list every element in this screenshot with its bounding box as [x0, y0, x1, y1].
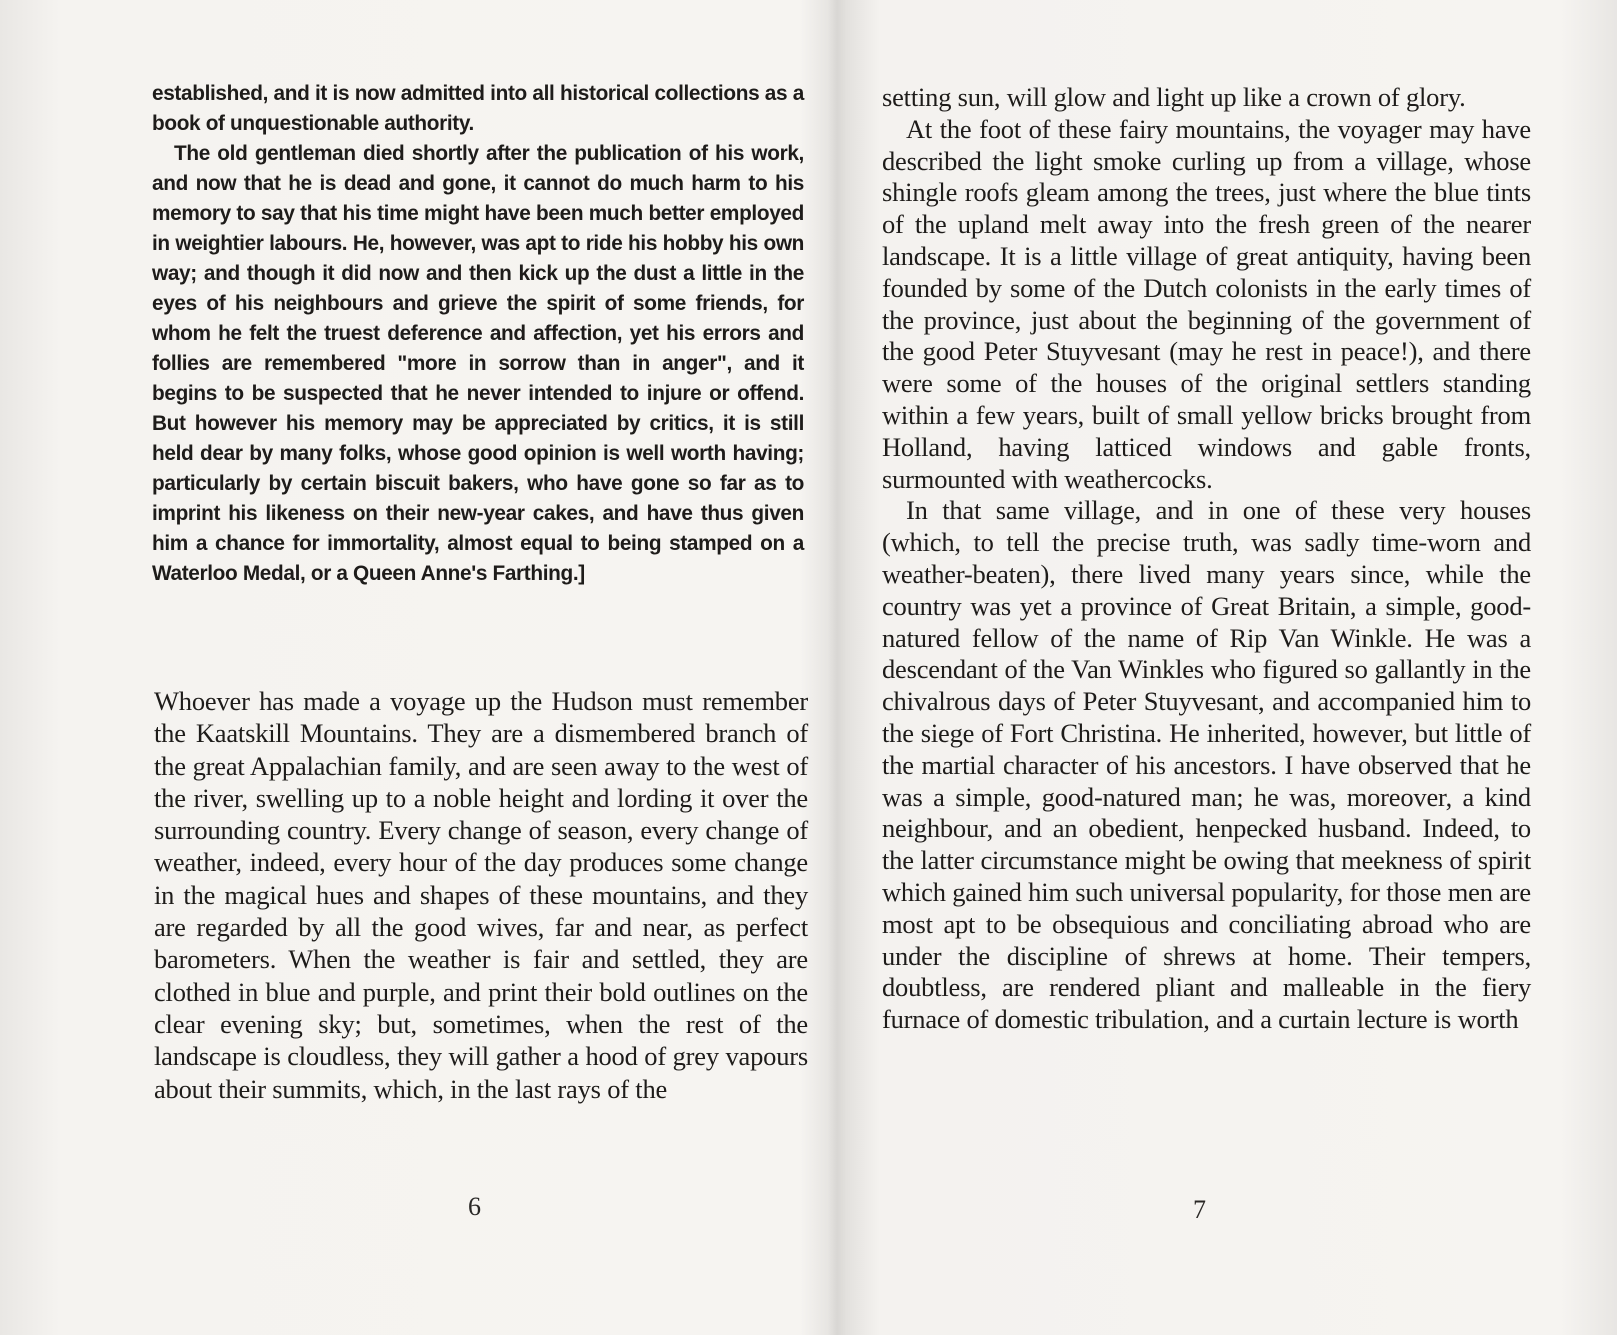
footnote-paragraph: The old gentleman died shortly after the publication of his work, and now that he is dead and gone, it cannot do much harm to his memory to say that his time might have been much better employed in weightier labours. He, however, was apt to ride his hobby his own way; and though it did now and then kick up the dust a little in the eyes of his neighbours and grieve the spirit of some friends, for whom he felt the truest deference and affection, yet his errors and follies are remembered "more in sorrow than in anger", and it begins to be suspected that he never intended to injure or offend. But however his memory may be appreciated by critics, it is still held dear by many folks, whose good opinion is well worth having; particularly by certain biscuit bakers, who have gone so far as to imprint his likeness on their new-year cakes, and have thus given him a chance for immortality, almost equal to being stamped on a Waterloo Medal, or a Queen Anne's Farthing.] [152, 142, 804, 585]
book-gutter [828, 0, 846, 1335]
body-text [154, 685, 808, 1105]
footnote-paragraph: established, and it is now admitted into all historical collections as a book of unquestionable authority. [152, 82, 804, 135]
body-paragraph: In that same village, and in one of these very houses (which, to tell the precise truth, was sadly time-worn and weather-beaten), there lived many years since, while the country was yet a province of Great Britain, a simple, good-natured fellow of the name of Rip Van Winkle. He was a descendant of the Van Winkles who figured so gallantly in the chivalrous days of Peter Stuyvesant, and accompanied him to the siege of Fort Christina. He inherited, however, but little of the martial character of his ancestors. I have observed that he was a simple, good-natured man; he was, moreover, a kind neighbour, and an obedient, henpecked husband. Indeed, to the latter circumstance might be owing that meekness of spirit which gained him such universal popularity, for those men are most apt to be obsequious and conciliating abroad who are under the discipline of shrews at home. Their tempers, doubtless, are rendered pliant and malleable in the fiery furnace of domestic tribulation, and a curtain lecture is worth [882, 495, 1531, 1035]
body-paragraph: Whoever has made a voyage up the Hudson must remember the Kaatskill Mountains. They are a dismembered branch of the great Appalachian family, and are seen away to the west of the river, swelling up to a noble height and lording it over the surrounding country. Every change of season, every change of weather, indeed, every hour of the day produces some change in the magical hues and shapes of these mountains, and they are regarded by all the good wives, far and near, as perfect barometers. When the weather is fair and settled, they are clothed in blue and purple, and print their bold outlines on the clear evening sky; but, sometimes, when the rest of the landscape is cloudless, they will gather a hood of grey vapours about their summits, which, in the last rays of the [154, 686, 808, 1104]
right-page [846, 0, 1617, 1335]
body-text [882, 82, 1531, 1036]
footnote-text [152, 79, 804, 589]
page-number: 6 [468, 1192, 481, 1221]
body-paragraph: setting sun, will glow and light up like a crown of glory. [882, 82, 1466, 112]
page-number: 7 [1193, 1195, 1206, 1224]
body-paragraph: At the foot of these fairy mountains, the voyager may have described the light smoke curling up from a village, whose shingle roofs gleam among the trees, just where the blue tints of the upland melt away into the fresh green of the nearer landscape. It is a little village of great antiquity, having been founded by some of the Dutch colonists in the early times of the province, just about the beginning of the government of the good Peter Stuyvesant (may he rest in peace!), and there were some of the houses of the original settlers standing within a few years, built of small yellow bricks brought from Holland, having latticed windows and gable fronts, surmounted with weathercocks. [882, 113, 1531, 494]
